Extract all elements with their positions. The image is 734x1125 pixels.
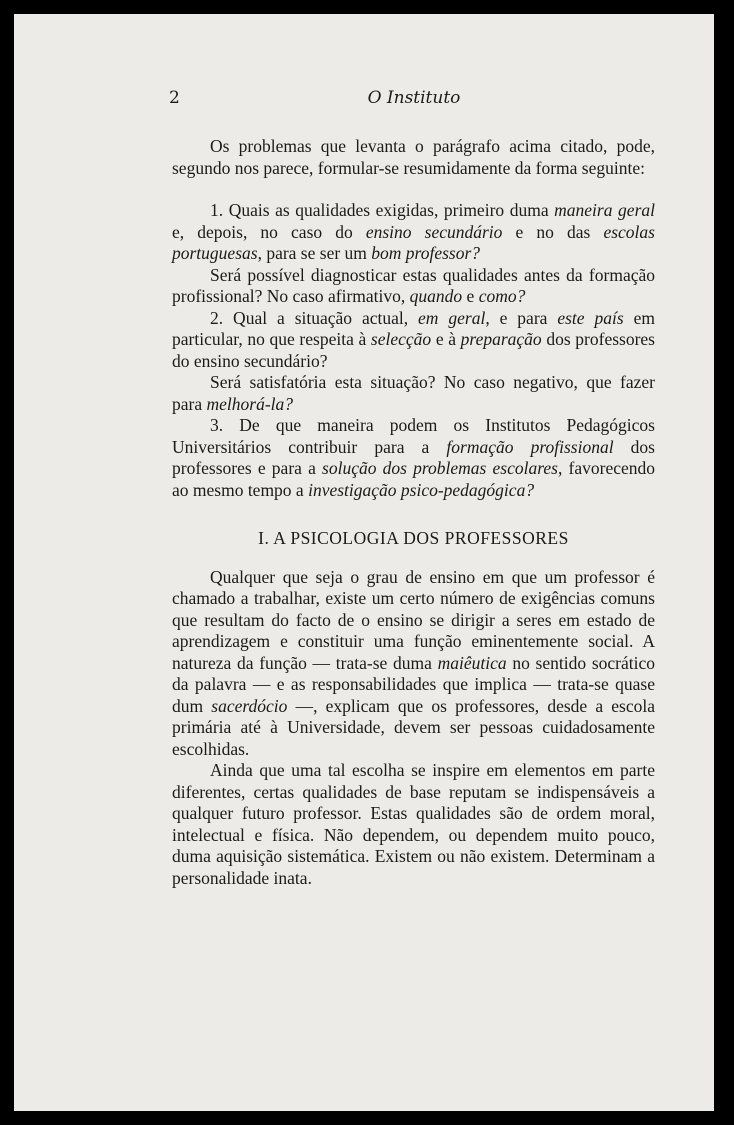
section-heading: I. A PSICOLOGIA DOS PROFESSORES bbox=[258, 528, 569, 548]
question-2: 2. Qual a situação actual, em geral, e para este país em particular, no que respeita à selecção e à preparação dos professores do ensino secundário? bbox=[172, 307, 655, 371]
book-page bbox=[14, 14, 714, 1111]
running-title: O Instituto bbox=[367, 88, 461, 108]
page-header bbox=[169, 88, 659, 112]
question-3: 3. De que maneira podem os Institutos Pedagógicos Universitários contribuir para a formação profissional dos professores e para a solução dos problemas escolares, favorecendo ao mesmo tempo a investigação psico-pedagógica? bbox=[172, 415, 656, 500]
paragraph-2: Ainda que uma tal escolha se inspire em elementos em parte diferentes, certas qualidades de base reputam se indispensáveis a qualquer futuro professor. Estas qualidades são de ordem moral, intelectual e física. Não dependem, ou dependem muito pouco, duma aquisição sistemática. Existem ou não existem. Determinam a personalidade inata. bbox=[172, 760, 655, 888]
question-2-followup: Será satisfatória esta situação? No caso negativo, que fazer para melhorá-la? bbox=[172, 372, 655, 414]
paragraph-1: Qualquer que seja o grau de ensino em que um professor é chamado a trabalhar, existe um certo número de exigências comuns que resultam do facto de o ensino se dirigir a seres em estado de aprendizagem e constituir uma função eminentemente social. A natureza da função — trata-se duma maiêutica no sentido socrático da palavra — e as responsabilidades que implica — trata-se quase dum sacerdócio —, explicam que os professores, desde a escola primária até à Universidade, devem ser pessoas cuidadosamente escolhidas. bbox=[172, 566, 655, 759]
intro-paragraph: Os problemas que levanta o parágrafo acima citado, pode, segundo nos parece, formular-se resumidamente da forma seguinte: bbox=[172, 136, 655, 178]
page-number: 2 bbox=[169, 88, 180, 108]
question-1-followup: Será possível diagnosticar estas qualidades antes da formação profissional? No caso afirmativo, quando e como? bbox=[172, 264, 655, 306]
page-body bbox=[172, 136, 655, 889]
question-1: 1. Quais as qualidades exigidas, primeiro duma maneira geral e, depois, no caso do ensino secundário e no das escolas portuguesas, para se ser um bom professor? bbox=[172, 200, 655, 263]
